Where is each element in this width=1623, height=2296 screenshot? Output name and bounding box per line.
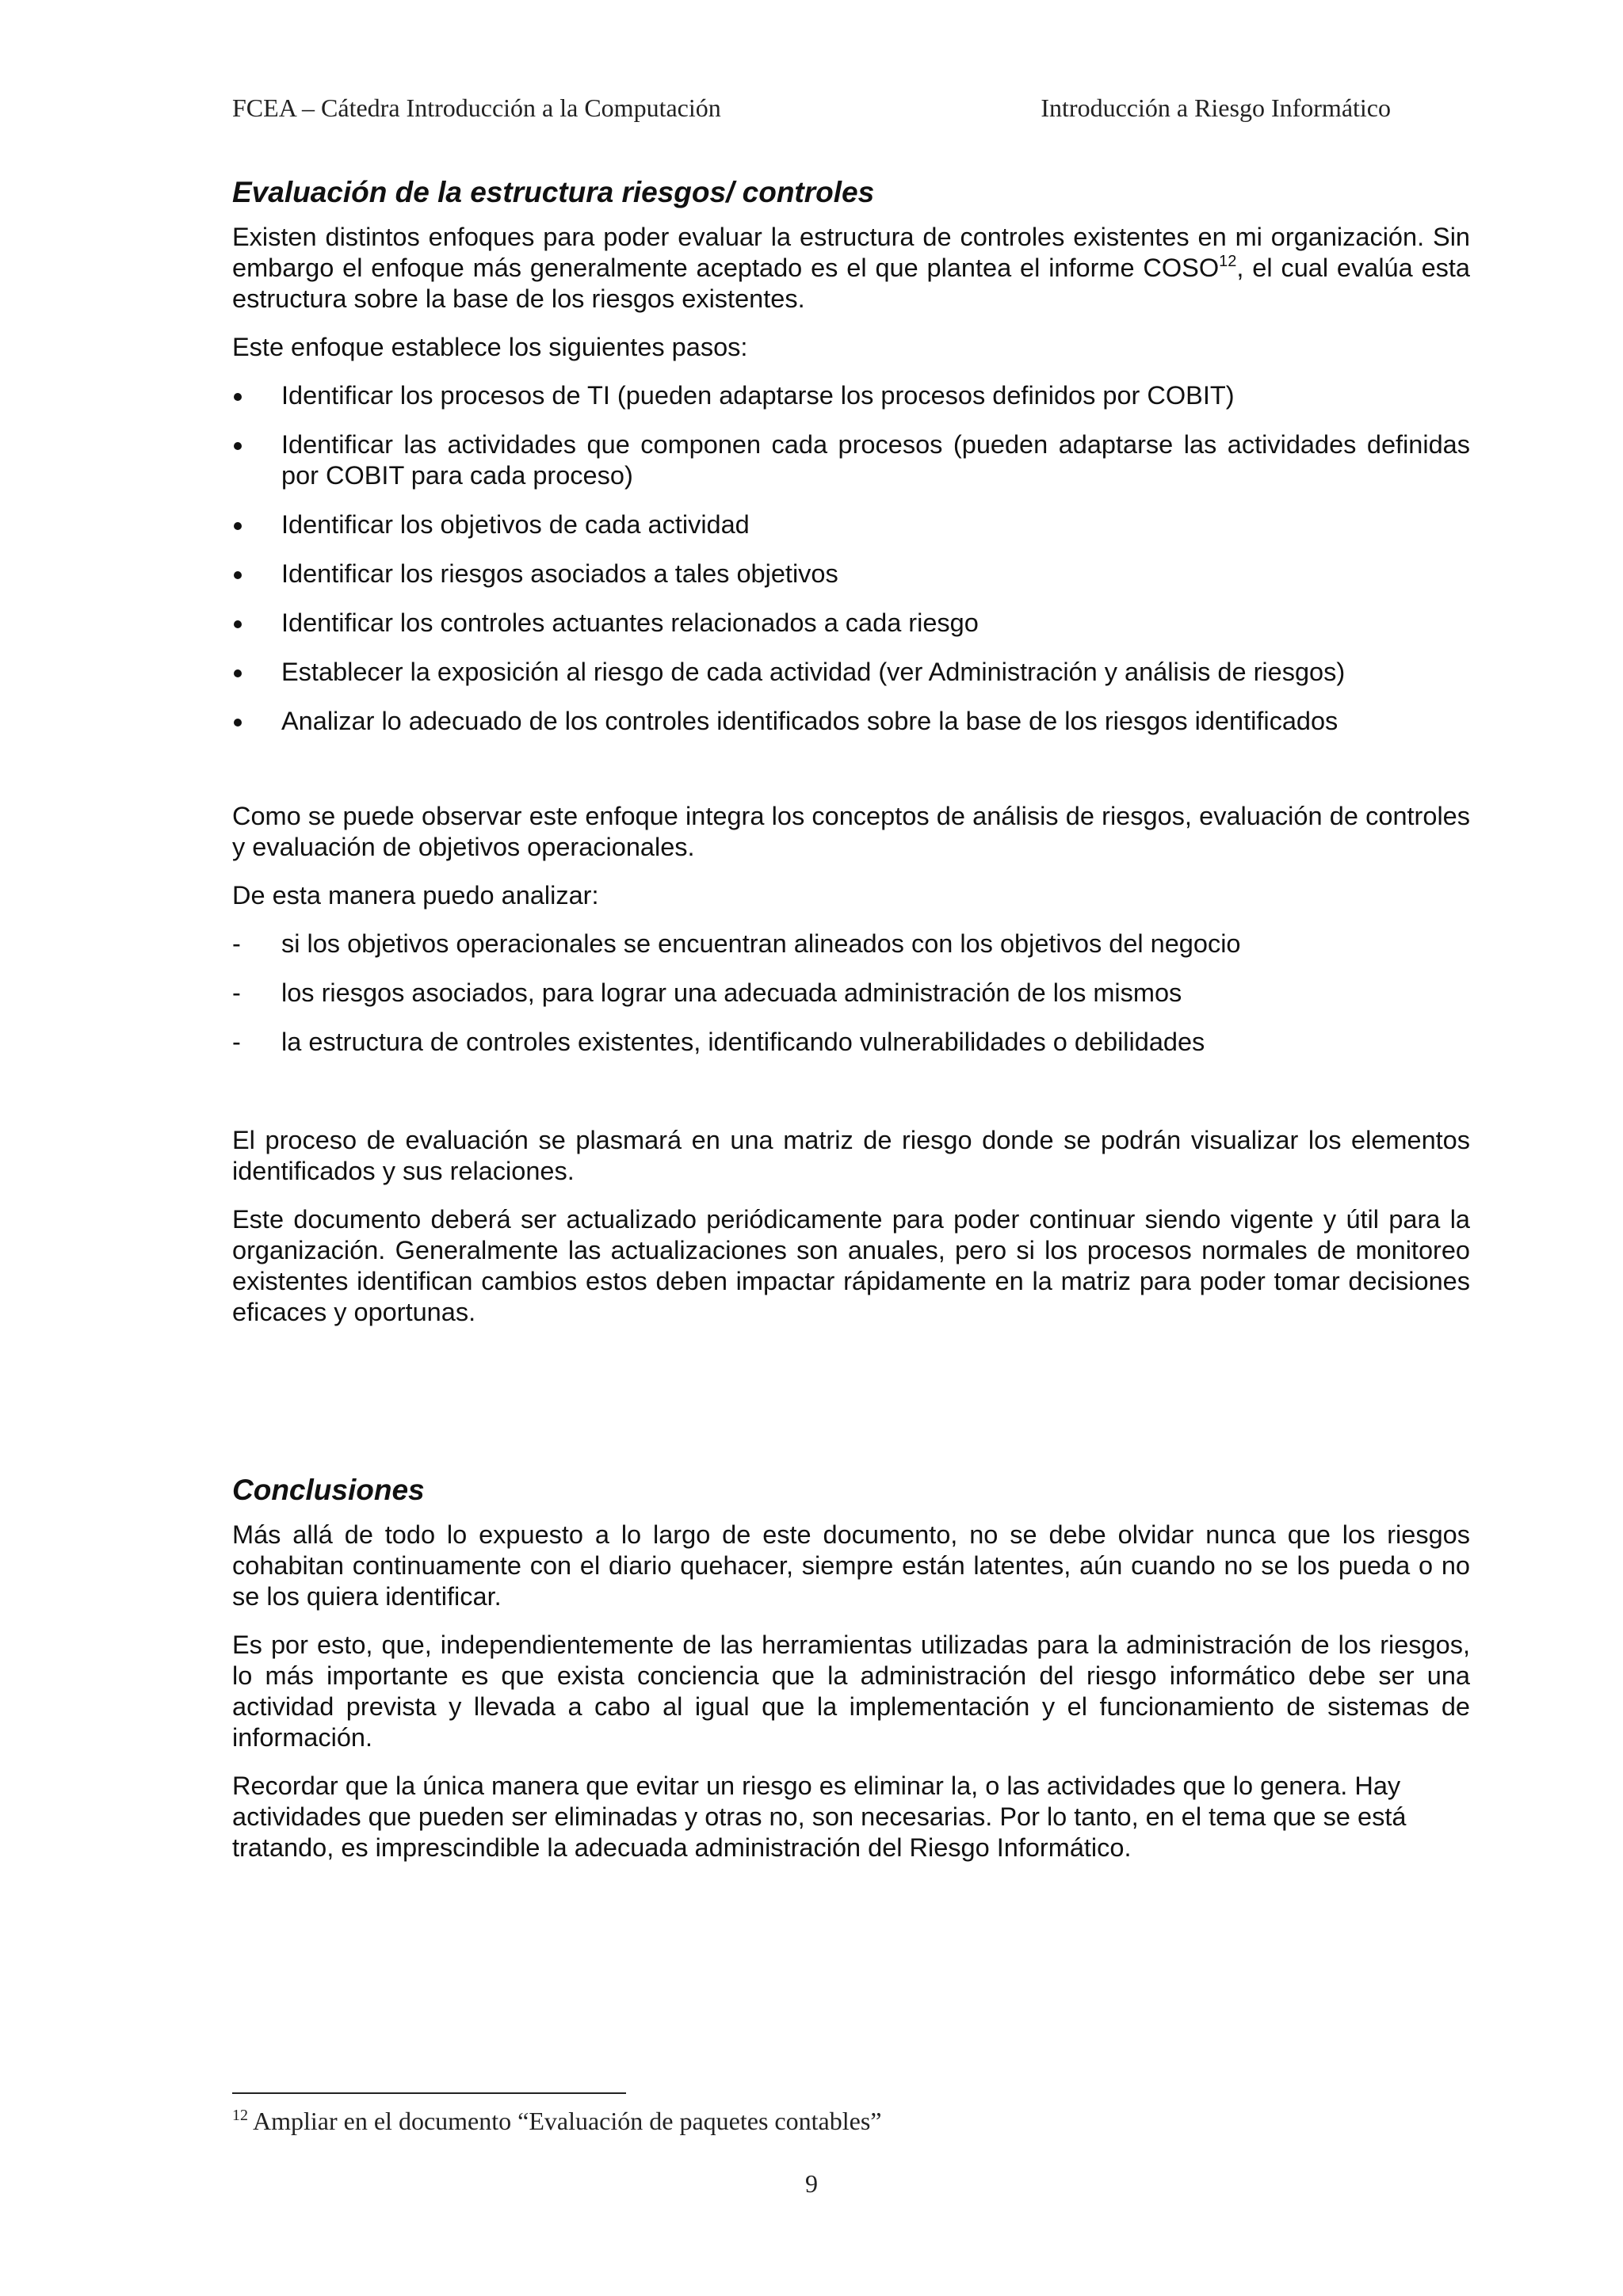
bullet-marker: [232, 380, 256, 411]
list-item-text: Identificar los procesos de TI (pueden adaptarse los procesos definidos por COBIT): [281, 381, 1235, 410]
bullet-marker: [232, 706, 256, 737]
paragraph-integra: Como se puede observar este enfoque integra los conceptos de análisis de riesgos, evaluación de controles y evaluación de objetivos operacionales.: [232, 802, 1470, 861]
paragraph-matriz: El proceso de evaluación se plasmará en una matriz de riesgo donde se podrán visualizar los elementos identificados y sus relaciones.: [232, 1126, 1470, 1185]
paragraph-actualizacion: Este documento deberá ser actualizado periódicamente para poder continuar siendo vigente y útil para la organización. Generalmente las actualizaciones son anuales, pero si los procesos normales de monitoreo existentes identifican cambios estos deben impactar rápidamente en la matriz para poder tomar decisiones eficaces y oportunas.: [232, 1205, 1470, 1326]
paragraph-conclusion-1: Más allá de todo lo expuesto a lo largo de este documento, no se debe olvidar nunca que los riesgos cohabitan continuamente con el diario quehacer, siempre están latentes, aún cuando no se los pueda o no se los quiera identificar.: [232, 1520, 1470, 1611]
dash-marker: -: [232, 978, 241, 1007]
list-item: [232, 509, 1470, 540]
paragraph-enfoques: [232, 222, 1470, 315]
paragraph-analizar-intro: De esta manera puedo analizar:: [232, 881, 599, 910]
list-item-text: si los objetivos operacionales se encuentran alineados con los objetivos del negocio: [281, 929, 1241, 958]
list-item: [232, 706, 1470, 737]
list-item-text: los riesgos asociados, para lograr una adecuada administración de los mismos: [281, 978, 1182, 1007]
footnote-number: 12: [232, 2107, 248, 2124]
list-item: [232, 978, 1470, 1009]
list-item-text: Identificar los objetivos de cada actividad: [281, 510, 750, 539]
footnote-reference[interactable]: 12: [1219, 253, 1237, 270]
paragraph-enfoques-text-end: , el cual evalúa esta estructura sobre la base de los riesgos existentes.: [232, 254, 1470, 313]
list-item-text: Analizar lo adecuado de los controles identificados sobre la base de los riesgos identificados: [281, 707, 1338, 735]
page-content: [232, 174, 1470, 1881]
dash-marker: -: [232, 1028, 241, 1056]
page-header: [232, 93, 1391, 133]
paragraph-conclusion-3: Recordar que la única manera que evitar un riesgo es eliminar la, o las actividades que lo genera. Hay actividades que pueden ser eliminadas y otras no, son necesarias. Por lo tanto, en el tema que se está tratando, es imprescindible la adecuada administración del Riesgo Informático.: [232, 1772, 1407, 1862]
analysis-list: [232, 929, 1470, 1058]
section-title-conclusiones: Conclusiones: [232, 1474, 425, 1506]
list-item-text: Identificar los riesgos asociados a tales objetivos: [281, 559, 838, 588]
steps-list: [232, 380, 1470, 737]
bullet-marker: [232, 657, 256, 688]
header-course: FCEA – Cátedra Introducción a la Computación: [232, 93, 721, 122]
paragraph-conclusion-2: Es por esto, que, independientemente de las herramientas utilizadas para la administración de los riesgos, lo más importante es que exista conciencia que la administración del riesgo informático debe ser una actividad prevista y llevada a cabo al igual que la implementación y el funcionamiento de sistemas de información.: [232, 1630, 1470, 1752]
list-item: [232, 608, 1470, 639]
spacer: [232, 1076, 1470, 1125]
spacer: [232, 755, 1470, 801]
list-item-text: Identificar las actividades que componen cada procesos (pueden adaptarse las actividades definidas por COBIT para cada proceso): [281, 430, 1470, 490]
dash-marker: -: [232, 929, 241, 958]
footnote: [232, 2107, 881, 2136]
section-title-evaluacion: Evaluación de la estructura riesgos/ controles: [232, 176, 875, 208]
footnote-divider: [232, 2092, 626, 2094]
spacer: [232, 1345, 1470, 1472]
list-item-text: Establecer la exposición al riesgo de cada actividad (ver Administración y análisis de riesgos): [281, 658, 1346, 686]
list-item-text: la estructura de controles existentes, identificando vulnerabilidades o debilidades: [281, 1028, 1205, 1056]
paragraph-pasos-intro: Este enfoque establece los siguientes pasos:: [232, 333, 748, 361]
header-document-title: Introducción a Riesgo Informático: [1041, 93, 1391, 122]
list-item: [232, 559, 1470, 589]
list-item: [232, 380, 1470, 411]
bullet-marker: [232, 608, 256, 639]
list-item-text: Identificar los controles actuantes relacionados a cada riesgo: [281, 608, 979, 637]
list-item: [232, 929, 1470, 959]
paragraph-enfoques-text: Existen distintos enfoques para poder evaluar la estructura de controles existentes en mi organización. Sin embargo el enfoque más generalmente aceptado es el que plantea el informe COSO: [232, 223, 1470, 282]
list-item: [232, 657, 1470, 688]
bullet-marker: [232, 429, 256, 460]
list-item: [232, 1027, 1470, 1058]
bullet-marker: [232, 559, 256, 589]
list-item: [232, 429, 1470, 491]
bullet-marker: [232, 509, 256, 540]
page-number: 9: [805, 2169, 818, 2198]
footnote-text: Ampliar en el documento “Evaluación de paquetes contables”: [253, 2107, 882, 2135]
